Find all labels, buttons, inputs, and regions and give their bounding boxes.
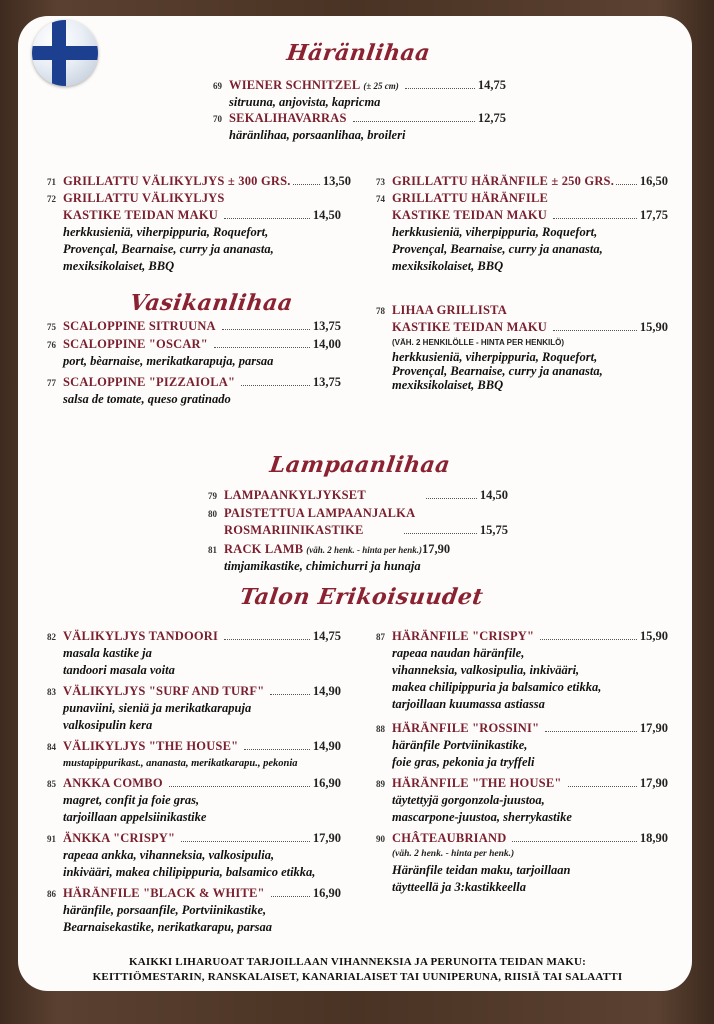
menu-item-83: 83 VÄLIKYLJYS "SURF AND TURF" 14,90 punaviini, sieniä ja merikatkarapuja valkosipulin kera [47,684,341,732]
finnish-flag-icon [32,20,98,86]
menu-item-74: 74 GRILLATTU HÄRÄNFILE KASTIKE TEIDAN MAKU 17,75 herkkusieniä, viherpippuria, Roquefort, Provençal, Bearnaise, curry ja ananasta, mexiksikolaiset, BBQ [376,191,668,273]
menu-item-88: 88 HÄRÄNFILE "ROSSINI" 17,90 häränfile Portviinikastike, foie gras, pekonia ja tryffeli [376,721,668,769]
menu-item-87: 87 HÄRÄNFILE "CRISPY" 15,90 rapeaa naudan häränfile, vihanneksia, valkosipulia, inkivääri, makea chilipippuria ja balsamico etikka, tarjoillaan kuumassa astiassa [376,629,668,711]
menu-item-72: 72 GRILLATTU VÄLIKYLJYS KASTIKE TEIDAN MAKU 14,50 herkkusieniä, viherpippuria, Roquefort, Provençal, Bearnaise, curry ja ananasta, mexiksikolaiset, BBQ [47,191,341,273]
menu-item-76: 76 SCALOPPINE "OSCAR" 14,00 port, bèarnaise, merikatkarapuja, parsaa [47,337,341,368]
menu-item-86: 86 HÄRÄNFILE "BLACK & WHITE" 16,90 häränfile, porsaanfile, Portviinikastike, Bearnaisekastike, nerikatkarapu, parsaa [47,886,341,934]
menu-item-91: 91 ÄNKKA "CRISPY" 17,90 rapeaa ankka, vihanneksia, valkosipulia, inkivääri, makea chilipippuria, balsamico etikka, [47,831,341,879]
menu-item-79: 79 LAMPAANKYLJYKSET 14,50 [208,488,508,502]
menu-item-78: 78 LIHAA GRILLISTA KASTIKE TEIDAN MAKU 15,90 (VÄH. 2 HENKILÖLLE - HINTA PER HENKILÖ) herkkusieniä, viherpippuria, Roquefort, Provençal, Bearnaise, curry ja ananasta, mexiksikolaiset, BBQ [376,303,668,392]
menu-item-80: 80 PAISTETTUA LAMPAANJALKA ROSMARIINIKASTIKE 15,75 [208,506,508,537]
menu-item-84: 84 VÄLIKYLJYS "THE HOUSE" 14,90 mustapippurikast., ananasta, merikatkarapu., pekonia [47,739,341,769]
footer-line-1: KAIKKI LIHARUOAT TARJOILLAAN VIHANNEKSIA JA PERUNOITA TEIDAN MAKU: [128,956,587,968]
footer-line-2: KEITTIÖMESTARIN, RANSKALAISET, KANARIALAISET TAI UUNIPERUNA, RIISIÄ TAI SALAATTI [92,971,623,983]
section-title-haranlihaa: Häränlihaa [285,40,432,66]
section-title-erikoisuudet: Talon Erikoisuudet [238,584,485,610]
menu-item-77: 77 SCALOPPINE "PIZZAIOLA" 13,75 salsa de tomate, queso gratinado [47,375,341,406]
menu-item-71: 71 GRILLATTU VÄLIKYLJYS ± 300 GRS. 13,50 [47,174,351,188]
section-title-vasikanlihaa: Vasikanlihaa [128,290,295,316]
menu-item-70: 70 SEKALIHAVARRAS 12,75 häränlihaa, porsaanlihaa, broileri [213,111,506,142]
menu-item-73: 73 GRILLATTU HÄRÄNFILE ± 250 GRS. 16,50 [376,174,668,188]
menu-item-75: 75 SCALOPPINE SITRUUNA 13,75 [47,319,341,333]
menu-item-85: 85 ANKKA COMBO 16,90 magret, confit ja foie gras, tarjoillaan appelsiinikastike [47,776,341,824]
menu-item-81: 81 RACK LAMB (väh. 2 henk. - hinta per henk.) 17,90 timjamikastike, chimichurri ja hunaja [208,542,451,573]
section-title-lampaanlihaa: Lampaanlihaa [268,452,452,478]
menu-footer-note [60,955,655,985]
menu-item-90: 90 CHÂTEAUBRIAND 18,90 (väh. 2 henk. - hinta per henk.) Häränfile teidan maku, tarjoillaan täytteellä ja 3:kastikkeella [376,831,668,894]
menu-item-82: 82 VÄLIKYLJYS TANDOORI 14,75 masala kastike ja tandoori masala voita [47,629,341,677]
menu-item-69: 69 WIENER SCHNITZEL (± 25 cm) 14,75 sitruuna, anjovista, kapriста [213,78,506,109]
menu-item-89: 89 HÄRÄNFILE "THE HOUSE" 17,90 täytettyjä gorgonzola-juustoa, mascarpone-juustoa, sherrykastike [376,776,668,824]
